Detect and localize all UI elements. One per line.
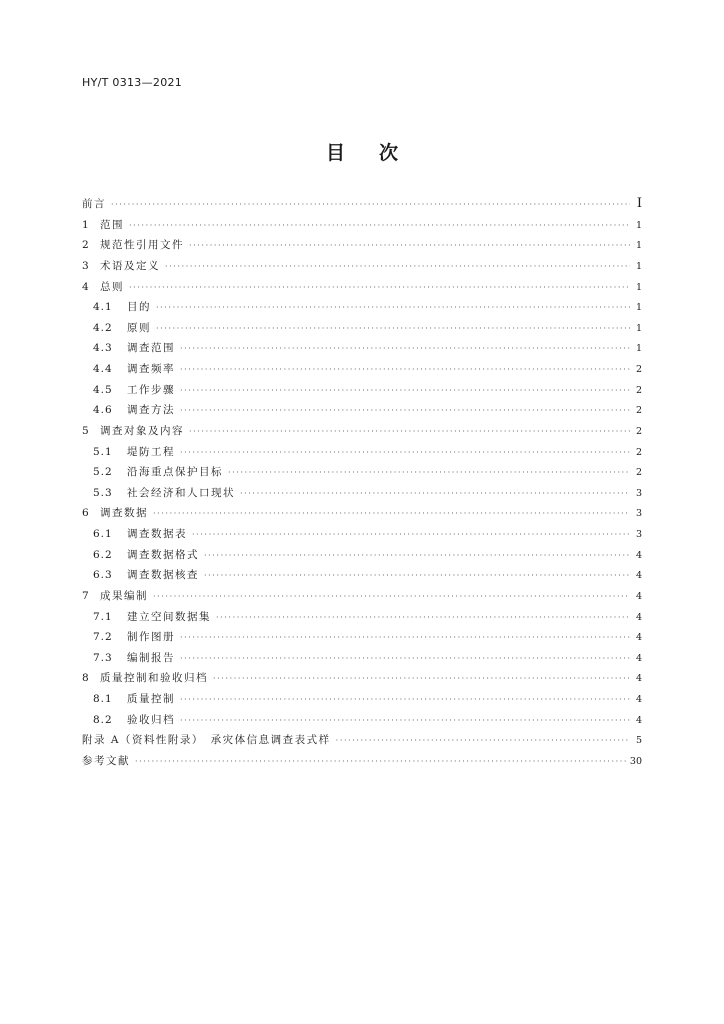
toc-entry[interactable] <box>82 382 642 403</box>
toc-dot-leader <box>180 633 630 642</box>
toc-entry-number: 6 <box>82 507 90 520</box>
toc-dot-leader <box>180 448 630 457</box>
toc-entry[interactable] <box>82 258 642 279</box>
toc-page-number: 4 <box>635 570 642 582</box>
toc-entry-number: 6.1 <box>93 528 113 540</box>
toc-entry-title: 附录 A（资料性附录） 承灾体信息调查表式样 <box>82 734 331 747</box>
toc-entry-title: 调查对象及内容 <box>100 424 184 437</box>
toc-entry[interactable] <box>82 444 642 465</box>
toc-page-number: 4 <box>635 694 642 705</box>
toc-entry-number: 5 <box>82 424 90 437</box>
toc-entry[interactable] <box>82 361 642 382</box>
toc-dot-leader <box>180 654 630 663</box>
toc-dot-leader <box>204 571 630 580</box>
toc-page-number: 2 <box>635 425 642 437</box>
toc-entry[interactable] <box>82 712 642 733</box>
toc-page-number: 2 <box>635 364 642 375</box>
toc-entry-title: 调查数据核查 <box>127 569 199 582</box>
toc-entry[interactable] <box>82 237 642 258</box>
toc-entry[interactable] <box>82 547 642 568</box>
toc-dot-leader <box>156 324 630 333</box>
toc-dot-leader <box>129 283 630 292</box>
toc-dot-leader <box>180 716 630 725</box>
toc-entry-title: 参考文献 <box>82 754 130 767</box>
toc-entry-number: 7.1 <box>93 610 113 623</box>
toc-entry-title: 社会经济和人口现状 <box>127 486 235 499</box>
toc-page-number: 4 <box>635 549 642 561</box>
toc-dot-leader <box>153 509 630 518</box>
toc-entry[interactable] <box>82 485 642 506</box>
toc-dot-leader <box>180 365 630 374</box>
toc-dot-leader <box>153 592 630 601</box>
toc-entry-number: 4.6 <box>93 404 113 417</box>
toc-entry-title: 调查数据表 <box>127 528 187 540</box>
toc-entry-number: 7 <box>82 589 90 602</box>
toc-entry-title: 质量控制 <box>127 693 175 705</box>
toc-entry-title: 调查方法 <box>127 404 175 417</box>
toc-entry[interactable] <box>82 299 642 320</box>
toc-entry[interactable] <box>82 196 642 217</box>
toc-entry-title: 规范性引用文件 <box>100 239 184 252</box>
toc-page-number: 4 <box>635 673 642 685</box>
toc-entry-title: 前言 <box>82 198 106 210</box>
toc-entry-number: 3 <box>82 259 90 272</box>
toc-page-number: 30 <box>629 755 642 767</box>
toc-entry-title: 验收归档 <box>127 713 175 726</box>
toc-entry-number: 4.1 <box>93 301 113 314</box>
toc-entry-title: 工作步骤 <box>127 383 175 396</box>
toc-entry-title: 目的 <box>127 301 151 314</box>
toc-dot-leader <box>180 386 630 395</box>
toc-page-number: 1 <box>635 219 642 231</box>
toc-entry-number: 8 <box>82 672 90 685</box>
toc-entry-title: 制作图册 <box>127 631 175 644</box>
toc-entry-title: 总则 <box>100 280 124 293</box>
toc-dot-leader <box>189 427 630 436</box>
toc-entry-number: 7.2 <box>93 631 113 644</box>
toc-entry-number: 5.1 <box>93 445 113 458</box>
toc-entry-number: 4 <box>82 280 90 293</box>
toc-page-number: 1 <box>635 343 642 355</box>
toc-entry[interactable] <box>82 526 642 547</box>
toc-page-number: 2 <box>635 405 642 417</box>
toc-page-number: 1 <box>635 302 642 314</box>
toc-entry[interactable] <box>82 464 642 485</box>
toc-entry-title: 沿海重点保护目标 <box>127 466 223 479</box>
toc-page-number: 4 <box>635 632 642 644</box>
toc-entry-title: 堤防工程 <box>127 445 175 458</box>
toc-entry-title: 建立空间数据集 <box>127 610 211 623</box>
toc-dot-leader <box>216 613 630 622</box>
toc-entry-number: 8.2 <box>93 713 113 726</box>
toc-entry[interactable] <box>82 670 642 691</box>
toc-entry-title: 调查范围 <box>127 342 175 355</box>
toc-page-number: 1 <box>635 240 642 252</box>
toc-entry-title: 调查数据 <box>100 507 148 520</box>
toc-page-number: 3 <box>635 529 642 540</box>
toc-dot-leader <box>228 468 630 477</box>
toc-entry-number: 5.3 <box>93 486 113 499</box>
toc-page-number: 4 <box>635 714 642 726</box>
toc-entry[interactable] <box>82 217 642 238</box>
toc-page-number: 2 <box>635 467 642 479</box>
toc-dot-leader <box>135 757 626 766</box>
toc-page-number: 4 <box>635 652 642 664</box>
standard-code: HY/T 0313—2021 <box>82 76 183 89</box>
toc-page-number: 4 <box>635 590 642 602</box>
toc-entry[interactable] <box>82 505 642 526</box>
toc-entry[interactable] <box>82 650 642 671</box>
toc-entry-title: 成果编制 <box>100 589 148 602</box>
toc-page-number: 5 <box>635 735 642 747</box>
toc-dot-leader <box>180 695 630 704</box>
toc-entry[interactable] <box>82 609 642 630</box>
toc-dot-leader <box>240 489 630 498</box>
toc-entry-number: 2 <box>82 239 90 252</box>
toc-entry-title: 原则 <box>127 321 151 334</box>
toc-entry-number: 1 <box>82 218 90 231</box>
page-title <box>0 138 724 165</box>
toc-dot-leader <box>156 303 630 312</box>
toc-page-number: 2 <box>635 384 642 396</box>
toc-entry-title: 编制报告 <box>127 651 175 664</box>
page-title-right: 次 <box>379 142 399 164</box>
toc-page-number: 3 <box>635 508 642 520</box>
toc-entry-number: 6.3 <box>93 569 113 582</box>
toc-entry-title: 质量控制和验收归档 <box>100 672 208 685</box>
toc-entry[interactable] <box>82 320 642 341</box>
toc-entry-number: 4.4 <box>93 363 113 375</box>
toc-entry[interactable] <box>82 588 642 609</box>
toc-entry-title: 范围 <box>100 218 124 231</box>
toc-page-number: 1 <box>635 260 642 272</box>
toc-dot-leader <box>204 551 630 560</box>
toc-entry[interactable] <box>82 567 642 588</box>
toc-entry-number: 4.2 <box>93 321 113 334</box>
toc-dot-leader <box>111 200 630 209</box>
toc-dot-leader <box>180 344 630 353</box>
toc-dot-leader <box>180 406 630 415</box>
toc-dot-leader <box>192 530 630 539</box>
toc-page-number: 1 <box>635 281 642 293</box>
toc-entry-title: 术语及定义 <box>100 259 160 272</box>
toc-entry-number: 4.3 <box>93 342 113 355</box>
toc-entry[interactable] <box>82 691 642 712</box>
toc-dot-leader <box>129 221 630 230</box>
toc-entry[interactable] <box>82 732 642 753</box>
table-of-contents <box>82 196 642 774</box>
toc-entry[interactable] <box>82 340 642 361</box>
toc-entry-number: 5.2 <box>93 466 113 479</box>
toc-page-number: 1 <box>635 322 642 334</box>
toc-page-number: 4 <box>635 611 642 623</box>
toc-page-number: 3 <box>635 487 642 499</box>
toc-entry-number: 8.1 <box>93 693 113 705</box>
toc-entry-number: 7.3 <box>93 651 113 664</box>
toc-entry-number: 4.5 <box>93 383 113 396</box>
toc-entry[interactable] <box>82 279 642 300</box>
toc-entry[interactable] <box>82 753 642 774</box>
toc-entry[interactable] <box>82 402 642 423</box>
toc-dot-leader <box>336 736 630 745</box>
toc-entry-title: 调查数据格式 <box>127 548 199 561</box>
toc-dot-leader <box>213 674 630 683</box>
toc-entry-number: 6.2 <box>93 548 113 561</box>
toc-page-number: I <box>636 196 642 211</box>
toc-dot-leader <box>165 262 630 271</box>
toc-page-number: 2 <box>635 446 642 458</box>
toc-dot-leader <box>189 241 630 250</box>
toc-entry-title: 调查频率 <box>127 363 175 375</box>
toc-entry[interactable] <box>82 423 642 444</box>
toc-entry[interactable] <box>82 629 642 650</box>
page-title-left: 目 <box>325 142 345 164</box>
